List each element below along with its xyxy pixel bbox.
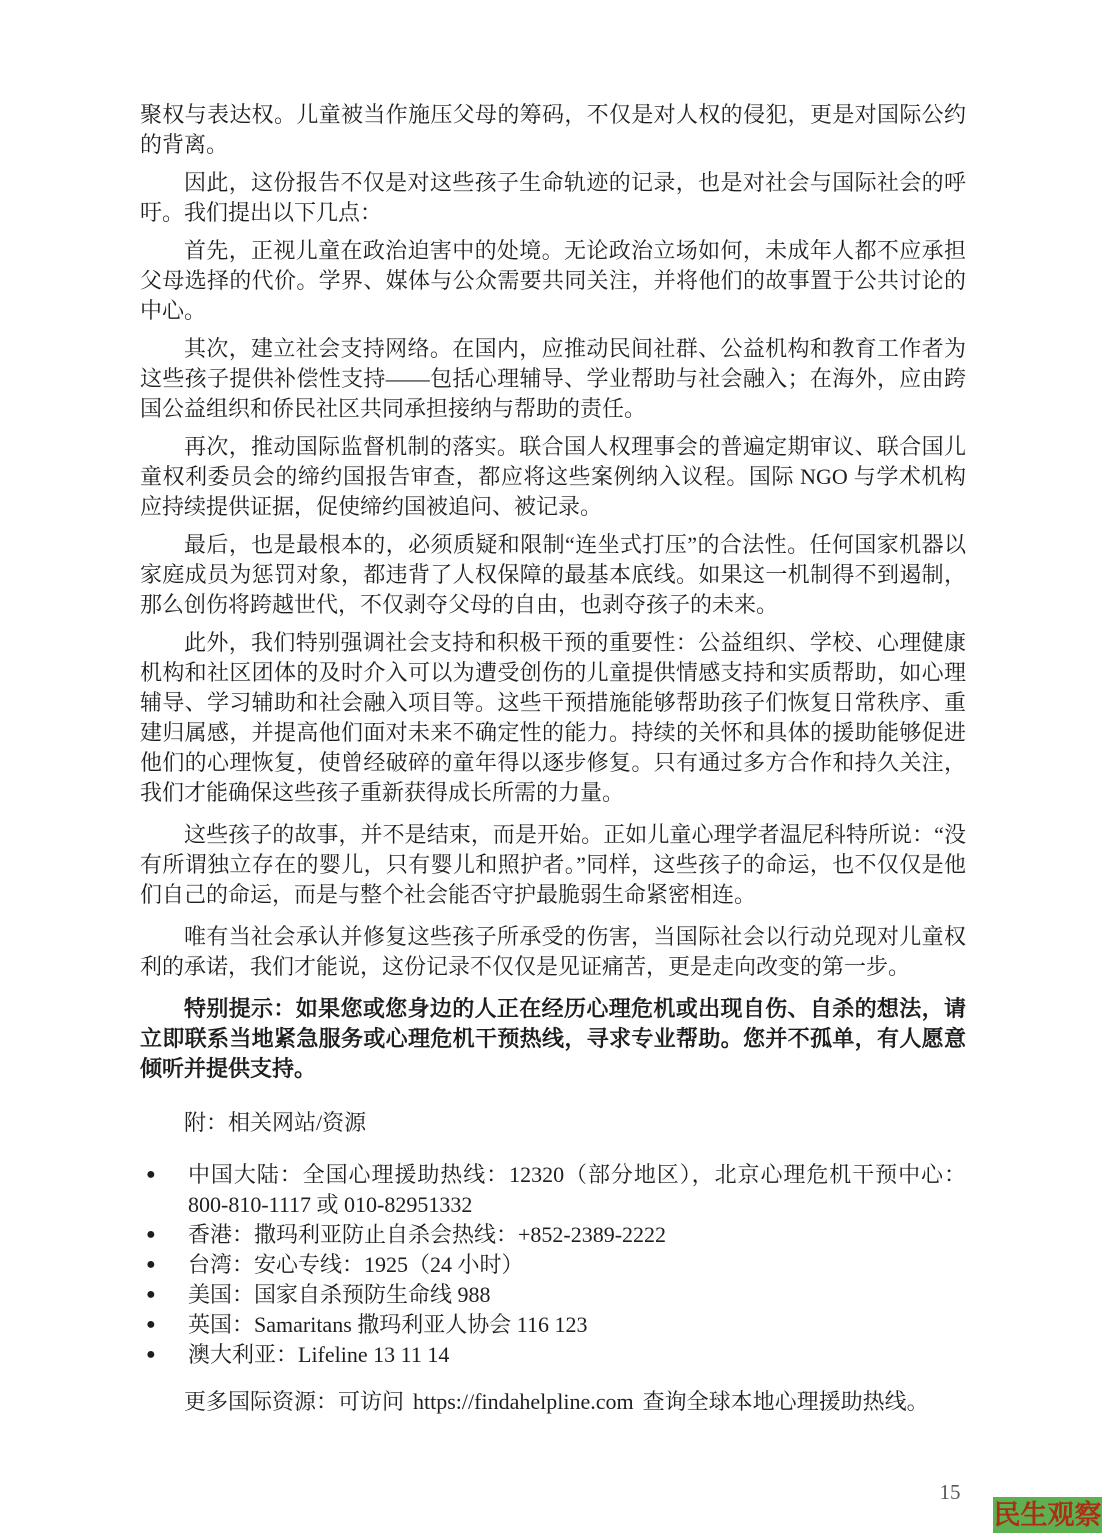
para-social-recognition: 唯有当社会承认并修复这些孩子所承受的伤害，当国际社会以行动兑现对儿童权利的承诺，我们才能说，这份记录不仅仅是见证痛苦，更是走向改变的第一步。 (140, 924, 966, 979)
hotline-item-uk (140, 1310, 966, 1340)
bullet-icon: ● (146, 1316, 156, 1333)
para-continuation: 聚权与表达权。儿童被当作施压父母的筹码，不仅是对人权的侵犯，更是对国际公约的背离。 (140, 102, 966, 157)
para-point-third: 再次，推动国际监督机制的落实。联合国人权理事会的普遍定期审议、联合国儿童权利委员会的缔约国报告审查，都应将这些案例纳入议程。国际 NGO 与学术机构应持续提供证据，促使缔约国被追问、被记录。 (140, 434, 966, 519)
para-point-last: 最后，也是最根本的，必须质疑和限制“连坐式打压”的合法性。任何国家机器以家庭成员为惩罚对象，都违背了人权保障的最基本底线。如果这一机制得不到遏制，那么创伤将跨越世代，不仅剥夺父母的自由，也剥夺孩子的未来。 (140, 532, 966, 617)
hotline-text: 英国：Samaritans 撒玛利亚人协会 116 123 (188, 1312, 588, 1337)
hotline-item-australia (140, 1340, 966, 1370)
page-body (140, 100, 966, 1417)
para-social-support: 此外，我们特别强调社会支持和积极干预的重要性：公益组织、学校、心理健康机构和社区团体的及时介入可以为遭受创伤的儿童提供情感支持和实质帮助，如心理辅导、学习辅助和社会融入项目等。这些干预措施能够帮助孩子们恢复日常秩序、重建归属感，并提高他们面对未来不确定性的能力。持续的关怀和具体的援助能够促进他们的心理恢复，使曾经破碎的童年得以逐步修复。只有通过多方合作和持久关注，我们才能确保这些孩子重新获得成长所需的力量。 (140, 630, 966, 805)
hotline-text: 香港：撒玛利亚防止自杀会热线：+852-2389-2222 (188, 1222, 667, 1247)
hotline-text: 澳大利亚：Lifeline 13 11 14 (188, 1342, 450, 1367)
watermark-stamp: 民生观察 (993, 1497, 1102, 1533)
hotline-item-usa (140, 1280, 966, 1310)
para-report-purpose: 因此，这份报告不仅是对这些孩子生命轨迹的记录，也是对社会与国际社会的呼吁。我们提出以下几点： (140, 170, 966, 225)
hotline-list (140, 1160, 966, 1370)
closing-prefix: 更多国际资源：可访问 (184, 1389, 405, 1414)
hotline-item-hongkong (140, 1220, 966, 1250)
helpline-url-link[interactable]: https://findahelpline.com (413, 1389, 634, 1414)
hotline-text: 中国大陆：全国心理援助热线：12320（部分地区），北京心理危机干预中心：800-810-1117 或 010-82951332 (188, 1162, 966, 1217)
closing-suffix: 查询全球本地心理援助热线。 (642, 1389, 929, 1414)
para-point-second: 其次，建立社会支持网络。在国内，应推动民间社群、公益机构和教育工作者为这些孩子提供补偿性支持——包括心理辅导、学业帮助与社会融入；在海外，应由跨国公益组织和侨民社区共同承担接纳与帮助的责任。 (140, 336, 966, 421)
special-notice: 特别提示：如果您或您身边的人正在经历心理危机或出现自伤、自杀的想法，请立即联系当地紧急服务或心理危机干预热线，寻求专业帮助。您并不孤单，有人愿意倾听并提供支持。 (140, 996, 966, 1081)
para-story-beginning: 这些孩子的故事，并不是结束，而是开始。正如儿童心理学者温尼科特所说：“没有所谓独立存在的婴儿，只有婴儿和照护者。”同样，这些孩子的命运，也不仅仅是他们自己的命运，而是与整个社会能否守护最脆弱生命紧密相连。 (140, 822, 966, 907)
para-point-first: 首先，正视儿童在政治迫害中的处境。无论政治立场如何，未成年人都不应承担父母选择的代价。学界、媒体与公众需要共同关注，并将他们的故事置于公共讨论的中心。 (140, 238, 966, 323)
hotline-item-taiwan (140, 1250, 966, 1280)
hotline-text: 台湾：安心专线：1925（24 小时） (188, 1252, 524, 1277)
appendix-heading: 附：相关网站/资源 (184, 1110, 367, 1135)
page-number: 15 (939, 1480, 961, 1504)
bullet-icon: ● (146, 1256, 156, 1273)
bullet-icon: ● (146, 1226, 156, 1243)
bullet-icon: ● (146, 1166, 156, 1183)
hotline-text: 美国：国家自杀预防生命线 988 (188, 1282, 491, 1307)
bullet-icon: ● (146, 1286, 156, 1303)
hotline-item-china (140, 1160, 966, 1220)
closing-paragraph (140, 1387, 966, 1417)
bullet-icon: ● (146, 1346, 156, 1363)
